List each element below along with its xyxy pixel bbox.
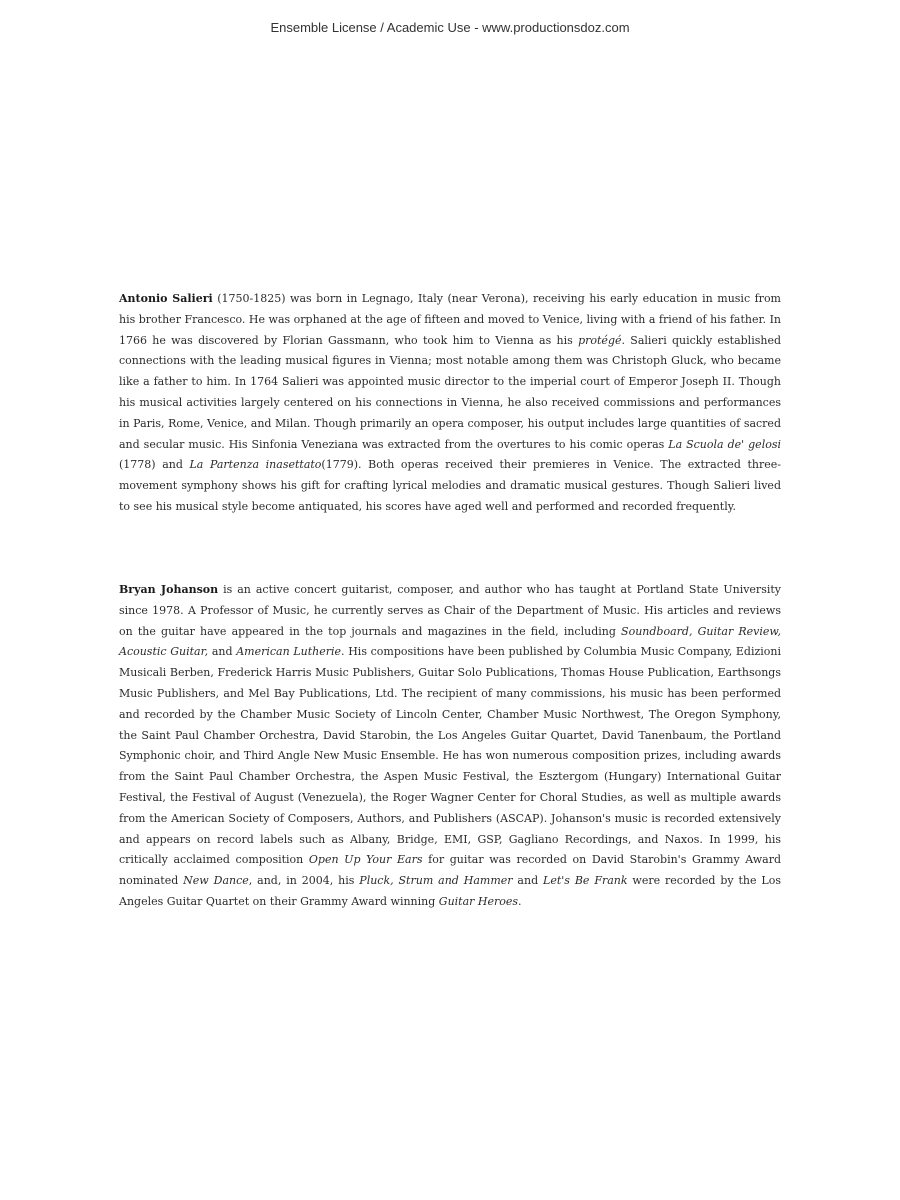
- johanson-text-6: and: [512, 874, 544, 888]
- salieri-text-4: (1779). Both operas received their premieres in Venice. The extracted three-movement symphony shows his gift for crafting lyrical melodies and dramatic musical gestures. Though Salieri lived to see his musical style become antiquated, his scores have aged well and performed and recorded frequently.: [119, 458, 781, 513]
- johanson-bio-paragraph: [119, 580, 781, 913]
- johanson-italic-lutherie: American Lutherie: [236, 645, 342, 659]
- johanson-text-3: . His compositions have been published by Columbia Music Company, Edizioni Musicali Berben, Frederick Harris Music Publishers, Guitar Solo Publications, Thomas House Publication, Earthsongs Music Publishers, and Mel Bay Publications, Ltd. The recipient of many commissions, his music has been performed and recorded by the Chamber Music Society of Lincoln Center, Chamber Music Northwest, The Oregon Symphony, the Saint Paul Chamber Orchestra, David Starobin, the Los Angeles Guitar Quartet, David Tanenbaum, the Portland Symphonic choir, and Third Angle New Music Ensemble. He has won numerous composition prizes, including awards from the Saint Paul Chamber Orchestra, the Aspen Music Festival, the Esztergom (Hungary) International Guitar Festival, the Festival of August (Venezuela), the Roger Wagner Center for Choral Studies, as well as multiple awards from the American Society of Composers, Authors, and Publishers (ASCAP). Johanson's music is recorded extensively and appears on record labels such as Albany, Bridge, EMI, GSP, Gagliano Recordings, and Naxos. In 1999, his critically acclaimed composition: [119, 645, 782, 867]
- salieri-italic-opera-2: La Partenza inasettato: [189, 458, 322, 472]
- johanson-text-8: .: [518, 894, 522, 908]
- johanson-italic-guitar-heroes: Guitar Heroes: [438, 894, 519, 908]
- salieri-italic-opera-1: La Scuola de' gelosi: [668, 437, 781, 451]
- salieri-text-3: (1778) and: [119, 458, 190, 472]
- salieri-name: Antonio Salieri: [119, 292, 213, 305]
- license-header: Ensemble License / Academic Use - www.productionsdoz.com: [270, 20, 630, 35]
- johanson-name: Bryan Johanson: [119, 583, 219, 596]
- johanson-italic-new-dance: New Dance: [183, 874, 249, 888]
- salieri-italic-protege: protégé: [578, 333, 622, 347]
- johanson-italic-open-up-your-ears: Open Up Your Ears: [308, 853, 423, 867]
- johanson-text-1: is an active concert guitarist, composer, and author who has taught at Portland State University since 1978. A Professor of Music, he currently serves as Chair of the Department of Music. His articles and reviews on the guitar have appeared in the top journals and magazines in the field, including: [119, 583, 781, 638]
- johanson-italic-journals: Soundboard, Guitar Review, Acoustic Guitar,: [119, 624, 782, 659]
- johanson-italic-pluck-strum-hammer: Pluck, Strum and Hammer: [359, 874, 513, 888]
- johanson-text-2: and: [208, 645, 237, 659]
- johanson-italic-lets-be-frank: Let's Be Frank: [543, 874, 628, 888]
- johanson-text-5: , and, in 2004, his: [248, 874, 360, 888]
- johanson-text-4: for guitar was recorded on David Starobin's Grammy Award nominated: [119, 853, 782, 888]
- salieri-text-1: (1750-1825) was born in Legnago, Italy (near Verona), receiving his early education in music from his brother Francesco. He was orphaned at the age of fifteen and moved to Venice, living with a friend of his father. In 1766 he was discovered by Florian Gassmann, who took him to Vienna as his: [119, 292, 781, 347]
- johanson-text-7: were recorded by the Los Angeles Guitar Quartet on their Grammy Award winning: [119, 874, 781, 908]
- salieri-text-2: . Salieri quickly established connections with the leading musical figures in Vienna; most notable among them was Christoph Gluck, who became like a father to him. In 1764 Salieri was appointed music director to the imperial court of Emperor Joseph II. Though his musical activities largely centered on his connections in Vienna, he also received commissions and performances in Paris, Rome, Venice, and Milan. Though primarily an opera composer, his output includes large quantities of sacred and secular music. His Sinfonia Veneziana was extracted from the overtures to his comic operas: [119, 333, 781, 451]
- salieri-bio-paragraph: [119, 289, 781, 518]
